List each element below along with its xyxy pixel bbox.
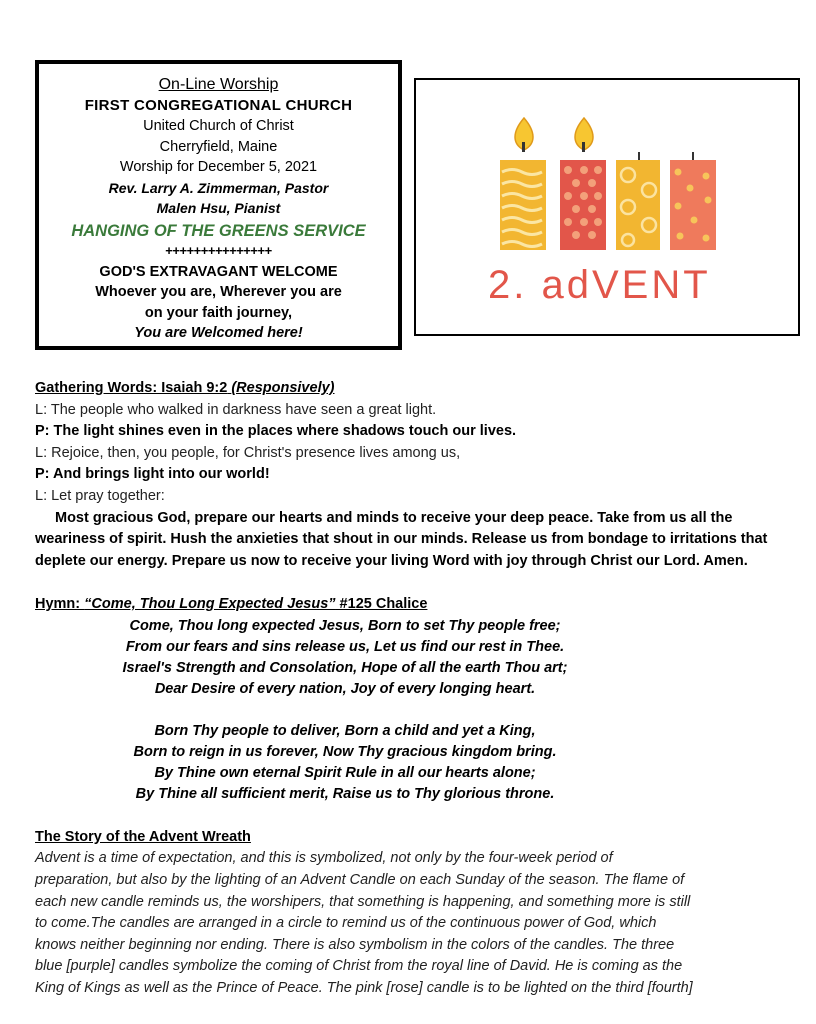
hymn-verse-1 bbox=[35, 616, 655, 700]
welcome-line-1: Whoever you are, Wherever you are bbox=[95, 284, 342, 300]
hymn-heading bbox=[35, 594, 785, 616]
responsive-line-1: L: The people who walked in darkness have seen a great light. bbox=[35, 401, 437, 418]
online-worship-title: On-Line Worship bbox=[158, 76, 279, 93]
story-line: knows neither beginning nor ending. There is also symbolism in the colors of the candles. The three bbox=[35, 936, 675, 953]
story-text bbox=[35, 848, 785, 999]
hymn-line: By Thine own eternal Spirit Rule in all our hearts alone; bbox=[154, 765, 536, 782]
responsive-line-4: P: And brings light into our world! bbox=[35, 466, 270, 483]
responsive-line-3: L: Rejoice, then, you people, for Christ's presence lives among us, bbox=[35, 444, 461, 461]
hymn-heading-prefix: Hymn: bbox=[35, 595, 85, 612]
hymn-line: Come, Thou long expected Jesus, Born to set Thy people free; bbox=[129, 617, 561, 634]
hymn-verse-2 bbox=[35, 721, 655, 805]
responsive-line-2: P: The light shines even in the places where shadows touch our lives. bbox=[35, 423, 517, 440]
advent-candles-illustration bbox=[416, 80, 798, 334]
gathering-heading bbox=[35, 378, 785, 400]
pianist-name: Malen Hsu, Pianist bbox=[156, 200, 281, 216]
story-heading: The Story of the Advent Wreath bbox=[35, 828, 251, 845]
hymn-line: Born to reign in us forever, Now Thy gracious kingdom bring. bbox=[133, 744, 557, 761]
divider: +++++++++++++++ bbox=[165, 243, 272, 258]
worship-date: Worship for December 5, 2021 bbox=[119, 159, 318, 175]
church-header-box bbox=[35, 60, 402, 350]
welcome-line-2: on your faith journey, bbox=[144, 304, 293, 321]
gathering-heading-text: Gathering Words: Isaiah 9:2 bbox=[35, 380, 228, 396]
story-line: Advent is a time of expectation, and this is symbolized, not only by the four-week period of bbox=[35, 850, 613, 867]
advent-candles-image bbox=[414, 78, 800, 336]
story-line: King of Kings as well as the Prince of Peace. The pink [rose] candle is to be lighted on the third [fourth] bbox=[35, 979, 693, 996]
advent-label: 2. adVENT bbox=[488, 263, 711, 307]
hymn-number: #125 Chalice bbox=[335, 595, 428, 612]
story-line: blue [purple] candles symbolize the coming of Christ from the royal line of David. He is coming as the bbox=[35, 958, 683, 975]
hymn-line: Israel's Strength and Consolation, Hope of all the earth Thou art; bbox=[122, 659, 568, 676]
hymn-title: “Come, Thou Long Expected Jesus” bbox=[84, 595, 336, 612]
hymn-line: From our fears and sins release us, Let us find our rest in Thee. bbox=[125, 638, 565, 655]
church-name: FIRST CONGREGATIONAL CHURCH bbox=[84, 96, 353, 114]
service-title: HANGING OF THE GREENS SERVICE bbox=[71, 221, 366, 240]
gathering-heading-note: (Responsively) bbox=[231, 380, 335, 396]
opening-prayer: Most gracious God, prepare our hearts and minds to receive your deep peace. Take from us all the weariness of spirit. Hush the anxieties that shout in our minds. Release us from bondage to irritations that deplete our energy. Prepare us now to receive your living Word with joy through Christ our Lord. Amen. bbox=[35, 509, 768, 569]
pastor-name: Rev. Larry A. Zimmerman, Pastor bbox=[108, 179, 329, 196]
story-line: preparation, but also by the lighting of an Advent Candle on each Sunday of the season. The flame of bbox=[35, 871, 685, 888]
responsive-line-5: L: Let pray together: bbox=[35, 487, 165, 504]
hymn-line: Dear Desire of every nation, Joy of every longing heart. bbox=[154, 680, 536, 697]
denomination: United Church of Christ bbox=[143, 118, 294, 134]
church-location: Cherryfield, Maine bbox=[159, 138, 278, 155]
bulletin-content bbox=[35, 378, 785, 999]
welcome-title: GOD'S EXTRAVAGANT WELCOME bbox=[99, 263, 338, 280]
hymn-line: Born Thy people to deliver, Born a child and yet a King, bbox=[154, 723, 536, 740]
story-line: each new candle reminds us, the worshipers, that something is happening, and something more is still bbox=[35, 893, 691, 910]
hymn-line: By Thine all sufficient merit, Raise us to Thy glorious throne. bbox=[135, 786, 555, 803]
story-line: to come.The candles are arranged in a circle to remind us of the continuous power of God, which bbox=[35, 915, 657, 932]
welcome-line-3: You are Welcomed here! bbox=[134, 325, 303, 341]
